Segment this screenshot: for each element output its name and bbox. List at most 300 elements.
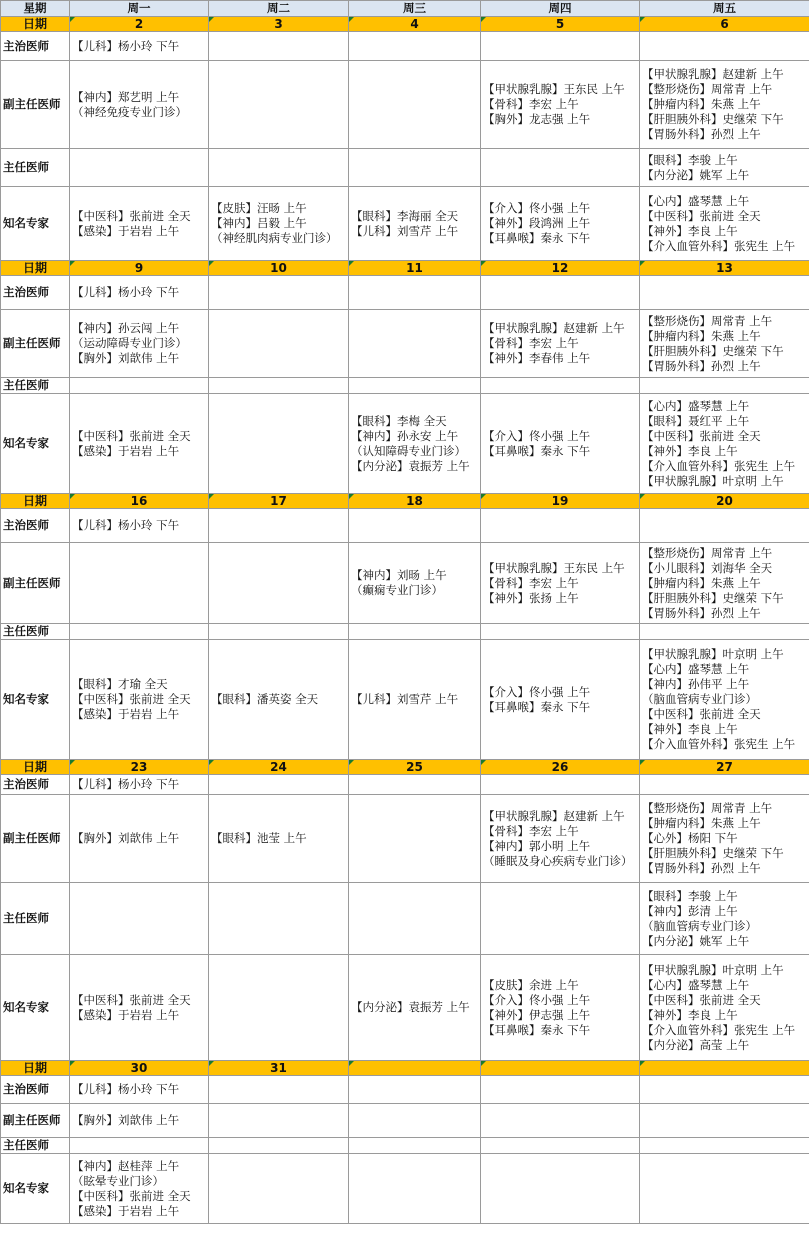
doctor-entry: 【中医科】张前进 全天 — [72, 992, 191, 1007]
schedule-cell — [481, 509, 640, 543]
doctor-entry: 【神内】彭清 上午 — [642, 903, 738, 918]
doctor-entry: 【胸外】刘歆伟 上午 — [72, 351, 180, 365]
cell-marker-icon — [481, 494, 486, 499]
table-row — [1, 378, 809, 394]
schedule-cell — [209, 276, 349, 310]
doctor-entry: 【眼科】才瑜 全天 — [72, 677, 168, 691]
schedule-cell — [70, 640, 209, 760]
doctor-entry: 【肝胆胰外科】史继荣 下午 — [642, 590, 784, 605]
doctor-entry: 【甲状腺乳腺】叶京明 上午 — [642, 962, 784, 977]
schedule-cell — [70, 1076, 209, 1104]
doctor-entry: 【眼科】李骏 上午 — [642, 152, 738, 167]
schedule-cell — [70, 883, 209, 955]
date-cell — [209, 1061, 349, 1076]
doctor-entry: 【心内】盛琴慧 上午 — [642, 662, 750, 676]
date-cell — [70, 1061, 209, 1076]
doctor-entry: 【中医科】张前进 全天 — [642, 707, 761, 721]
cell-marker-icon — [640, 17, 645, 22]
cell-marker-icon — [349, 494, 354, 499]
date-value: 19 — [551, 494, 569, 508]
schedule-cell — [481, 149, 640, 187]
row-label-renowned-expert: 知名专家 — [1, 394, 70, 494]
cell-marker-icon — [640, 1061, 645, 1066]
schedule-cell — [349, 640, 481, 760]
cell-marker-icon — [481, 17, 486, 22]
schedule-cell — [640, 1076, 809, 1104]
schedule-cell — [349, 310, 481, 378]
doctor-entry: 【儿科】杨小玲 下午 — [72, 38, 180, 53]
doctor-entry: 【胃肠外科】孙烈 上午 — [642, 127, 761, 141]
doctor-entry: 【甲状腺乳腺】王东民 上午 — [483, 560, 625, 575]
schedule-cell — [640, 61, 809, 149]
schedule-cell — [481, 1104, 640, 1138]
cell-marker-icon — [349, 760, 354, 765]
schedule-cell — [640, 883, 809, 955]
cell-marker-icon — [70, 17, 75, 22]
doctor-entry: 【肝胆胰外科】史继荣 下午 — [642, 846, 784, 860]
schedule-cell — [209, 1076, 349, 1104]
schedule-cell — [640, 640, 809, 760]
schedule-cell — [209, 32, 349, 61]
schedule-cell — [349, 378, 481, 394]
date-row-label: 日期 — [1, 760, 70, 775]
doctor-entry: 【神外】李良 上午 — [642, 722, 738, 736]
doctor-entry: 【眼科】池莹 上午 — [211, 831, 307, 845]
weekday-header-thu: 周四 — [481, 1, 640, 17]
cell-marker-icon — [209, 494, 214, 499]
doctor-entry: 【儿科】刘雪芹 上午 — [351, 223, 459, 238]
doctor-entry: 【介入血管外科】张宪生 上午 — [642, 1022, 796, 1037]
doctor-entry: 【肿瘤内科】朱燕 上午 — [642, 97, 761, 111]
schedule-cell — [349, 883, 481, 955]
table-row — [1, 310, 809, 378]
weekday-header-wed: 周三 — [349, 1, 481, 17]
schedule-cell — [70, 276, 209, 310]
table-row — [1, 61, 809, 149]
schedule-cell — [209, 509, 349, 543]
row-label-attending: 主治医师 — [1, 32, 70, 61]
date-row-label: 日期 — [1, 17, 70, 32]
schedule-cell — [481, 310, 640, 378]
schedule-cell — [70, 543, 209, 624]
cell-marker-icon — [640, 261, 645, 266]
table-row — [1, 276, 809, 310]
row-label-chief: 主任医师 — [1, 378, 70, 394]
doctor-entry: 【胸外】龙志强 上午 — [483, 112, 591, 126]
schedule-cell — [640, 1154, 809, 1224]
date-row-label: 日期 — [1, 261, 70, 276]
schedule-cell — [481, 1138, 640, 1154]
date-value: 5 — [555, 17, 565, 31]
row-label-attending: 主治医师 — [1, 775, 70, 795]
doctor-entry: 【中医科】张前进 全天 — [642, 992, 761, 1007]
doctor-entry: 【骨科】李宏 上午 — [483, 575, 579, 590]
doctor-entry: 【神内】吕毅 上午 — [211, 216, 307, 230]
schedule-cell — [349, 1104, 481, 1138]
doctor-entry: 【眼科】潘英姿 全天 — [211, 692, 319, 706]
table-row — [1, 955, 809, 1061]
schedule-cell — [481, 378, 640, 394]
doctor-entry: 【介入血管外科】张宪生 上午 — [642, 238, 796, 253]
date-value: 25 — [406, 760, 423, 774]
doctor-entry: 【肝胆胰外科】史继荣 下午 — [642, 112, 784, 126]
row-label-attending: 主治医师 — [1, 509, 70, 543]
date-cell — [349, 760, 481, 775]
schedule-cell — [209, 775, 349, 795]
date-value: 23 — [130, 760, 148, 774]
date-cell — [70, 494, 209, 509]
weekday-header-label: 星期 — [1, 1, 70, 17]
date-value: 10 — [270, 261, 287, 275]
row-label-chief: 主任医师 — [1, 883, 70, 955]
doctor-entry: 【中医科】张前进 全天 — [642, 208, 761, 223]
doctor-entry: 【心内】盛琴慧 上午 — [642, 977, 750, 992]
schedule-cell — [640, 543, 809, 624]
table-row — [1, 509, 809, 543]
date-value: 9 — [134, 261, 144, 275]
doctor-entry: 【神外】伊志强 上午 — [483, 1007, 591, 1022]
row-label-associate-chief: 副主任医师 — [1, 1104, 70, 1138]
schedule-cell — [209, 1154, 349, 1224]
schedule-cell — [349, 509, 481, 543]
schedule-cell — [70, 187, 209, 261]
date-cell — [640, 17, 809, 32]
doctor-entry: 【内分泌】袁振芳 上午 — [351, 1000, 470, 1014]
date-cell — [209, 760, 349, 775]
schedule-cell — [640, 795, 809, 883]
doctor-entry: 【胸外】刘歆伟 上午 — [72, 831, 180, 845]
date-value: 24 — [270, 760, 287, 774]
schedule-cell — [209, 795, 349, 883]
schedule-cell — [349, 276, 481, 310]
table-row — [1, 543, 809, 624]
doctor-entry: （脑血管病专业门诊） — [642, 692, 757, 706]
schedule-cell — [481, 543, 640, 624]
schedule-cell — [640, 624, 809, 640]
cell-marker-icon — [481, 261, 486, 266]
doctor-entry: 【肿瘤内科】朱燕 上午 — [642, 328, 761, 343]
date-cell — [70, 261, 209, 276]
row-label-attending: 主治医师 — [1, 1076, 70, 1104]
schedule-cell — [481, 276, 640, 310]
date-cell — [349, 17, 481, 32]
doctor-entry: 【肿瘤内科】朱燕 上午 — [642, 575, 761, 590]
doctor-entry: 【眼科】李海丽 全天 — [351, 208, 459, 223]
doctor-entry: 【神内】孙永安 上午 — [351, 428, 459, 443]
schedule-cell — [349, 955, 481, 1061]
doctor-entry: 【眼科】聂红平 上午 — [642, 413, 750, 428]
row-label-attending: 主治医师 — [1, 276, 70, 310]
cell-marker-icon — [349, 17, 354, 22]
cell-marker-icon — [70, 1061, 75, 1066]
schedule-cell — [349, 32, 481, 61]
row-label-chief: 主任医师 — [1, 624, 70, 640]
cell-marker-icon — [209, 1061, 214, 1066]
date-cell — [640, 261, 809, 276]
doctor-entry: 【神内】郭小明 上午 — [483, 838, 591, 853]
schedule-cell — [70, 1138, 209, 1154]
doctor-entry: 【神外】李良 上午 — [642, 1007, 738, 1022]
date-cell — [481, 1061, 640, 1076]
schedule-cell — [209, 61, 349, 149]
doctor-entry: 【中医科】张前进 全天 — [642, 428, 761, 443]
doctor-entry: 【中医科】张前进 全天 — [72, 208, 191, 223]
schedule-cell — [481, 1154, 640, 1224]
date-value: 2 — [134, 17, 144, 31]
date-cell — [481, 494, 640, 509]
schedule-cell — [640, 187, 809, 261]
doctor-entry: 【骨科】李宏 上午 — [483, 823, 579, 838]
row-label-associate-chief: 副主任医师 — [1, 61, 70, 149]
doctor-entry: 【耳鼻喉】秦永 下午 — [483, 1022, 591, 1037]
weekday-header-tue: 周二 — [209, 1, 349, 17]
doctor-entry: 【内分泌】袁振芳 上午 — [351, 458, 470, 473]
doctor-entry: 【神内】赵桂萍 上午 — [72, 1158, 180, 1173]
date-value: 4 — [410, 17, 419, 31]
date-cell — [209, 261, 349, 276]
doctor-entry: （神经肌肉病专业门诊） — [211, 231, 338, 245]
date-value: 11 — [406, 261, 423, 275]
schedule-cell — [70, 32, 209, 61]
schedule-cell — [70, 624, 209, 640]
cell-marker-icon — [209, 261, 214, 266]
doctor-entry: （癫痫专业门诊） — [351, 583, 443, 597]
schedule-cell — [481, 1076, 640, 1104]
schedule-cell — [209, 1104, 349, 1138]
schedule-cell — [481, 640, 640, 760]
doctor-entry: （眩晕专业门诊） — [72, 1173, 164, 1188]
cell-marker-icon — [481, 1061, 486, 1066]
doctor-entry: 【神外】张扬 上午 — [483, 590, 579, 605]
doctor-entry: 【神内】孙伟平 上午 — [642, 677, 750, 691]
table-row — [1, 32, 809, 61]
schedule-body — [1, 17, 809, 1224]
doctor-entry: 【耳鼻喉】秦永 下午 — [483, 699, 591, 714]
doctor-entry: 【感染】于岩岩 上午 — [72, 1007, 180, 1022]
doctor-entry: 【神外】李春伟 上午 — [483, 351, 591, 365]
schedule-cell — [70, 310, 209, 378]
doctor-entry: 【儿科】杨小玲 下午 — [72, 285, 180, 299]
date-value: 6 — [720, 17, 729, 31]
schedule-cell — [481, 32, 640, 61]
doctor-entry: 【介入】佟小强 上午 — [483, 684, 591, 699]
cell-marker-icon — [209, 17, 214, 22]
date-row-label: 日期 — [1, 494, 70, 509]
schedule-cell — [209, 310, 349, 378]
schedule-cell — [349, 61, 481, 149]
schedule-cell — [70, 1104, 209, 1138]
doctor-entry: 【小儿眼科】刘海华 全天 — [642, 560, 773, 575]
schedule-cell — [70, 1154, 209, 1224]
date-value: 16 — [130, 494, 148, 508]
row-label-associate-chief: 副主任医师 — [1, 543, 70, 624]
cell-marker-icon — [349, 1061, 354, 1066]
schedule-cell — [640, 32, 809, 61]
doctor-entry: 【内分泌】姚军 上午 — [642, 933, 750, 948]
doctor-entry: 【中医科】张前进 全天 — [72, 428, 191, 443]
doctor-entry: 【神外】李良 上午 — [642, 443, 738, 458]
date-value: 31 — [270, 1061, 287, 1075]
doctor-entry: 【甲状腺乳腺】赵建新 上午 — [642, 67, 784, 81]
doctor-entry: 【甲状腺乳腺】赵建新 上午 — [483, 321, 625, 335]
date-row — [1, 261, 809, 276]
doctor-entry: 【肝胆胰外科】史继荣 下午 — [642, 343, 784, 358]
schedule-cell — [349, 149, 481, 187]
date-cell — [481, 17, 640, 32]
doctor-entry: 【心外】杨阳 下午 — [642, 831, 738, 845]
date-cell — [70, 17, 209, 32]
doctor-entry: 【儿科】刘雪芹 上午 — [351, 692, 459, 706]
schedule-cell — [349, 1138, 481, 1154]
doctor-entry: 【神内】刘旸 上午 — [351, 568, 447, 582]
doctor-entry: 【胸外】刘歆伟 上午 — [72, 1113, 180, 1127]
doctor-entry: 【神内】孙云闯 上午 — [72, 321, 180, 335]
schedule-cell — [70, 955, 209, 1061]
table-row — [1, 1154, 809, 1224]
doctor-entry: 【神外】李良 上午 — [642, 223, 738, 238]
schedule-cell — [70, 795, 209, 883]
schedule-cell — [209, 378, 349, 394]
doctor-entry: 【眼科】李梅 全天 — [351, 413, 447, 428]
schedule-cell — [640, 775, 809, 795]
doctor-entry: 【心内】盛琴慧 上午 — [642, 193, 750, 208]
date-value: 3 — [274, 17, 283, 31]
doctor-entry: 【内分泌】高莹 上午 — [642, 1037, 750, 1052]
date-value: 20 — [716, 494, 733, 508]
date-value: 26 — [551, 760, 569, 774]
date-cell — [70, 760, 209, 775]
date-cell — [640, 1061, 809, 1076]
schedule-cell — [349, 187, 481, 261]
doctor-entry: 【甲状腺乳腺】叶京明 上午 — [642, 473, 784, 488]
doctor-entry: 【皮肤】余进 上午 — [483, 977, 579, 992]
row-label-renowned-expert: 知名专家 — [1, 1154, 70, 1224]
schedule-cell — [481, 624, 640, 640]
date-row — [1, 1061, 809, 1076]
doctor-entry: 【介入血管外科】张宪生 上午 — [642, 458, 796, 473]
weekday-header-row — [1, 1, 809, 17]
schedule-cell — [481, 795, 640, 883]
schedule-cell — [70, 378, 209, 394]
doctor-entry: 【感染】于岩岩 上午 — [72, 443, 180, 458]
table-row — [1, 1104, 809, 1138]
cell-marker-icon — [209, 760, 214, 765]
schedule-cell — [209, 1138, 349, 1154]
doctor-entry: 【整形烧伤】周常青 上午 — [642, 313, 773, 328]
doctor-entry: 【儿科】杨小玲 下午 — [72, 518, 180, 532]
date-row — [1, 494, 809, 509]
schedule-cell — [481, 394, 640, 494]
schedule-cell — [481, 955, 640, 1061]
schedule-cell — [209, 955, 349, 1061]
doctor-entry: 【眼科】李骏 上午 — [642, 888, 738, 903]
row-label-associate-chief: 副主任医师 — [1, 310, 70, 378]
schedule-cell — [640, 378, 809, 394]
date-value: 30 — [130, 1061, 148, 1075]
table-row — [1, 1076, 809, 1104]
doctor-entry: 【介入】佟小强 上午 — [483, 992, 591, 1007]
schedule-cell — [481, 61, 640, 149]
doctor-entry: （脑血管病专业门诊） — [642, 918, 757, 933]
schedule-cell — [349, 624, 481, 640]
schedule-cell — [209, 883, 349, 955]
table-row — [1, 640, 809, 760]
table-row — [1, 394, 809, 494]
row-label-renowned-expert: 知名专家 — [1, 955, 70, 1061]
date-cell — [640, 760, 809, 775]
table-row — [1, 795, 809, 883]
row-label-renowned-expert: 知名专家 — [1, 640, 70, 760]
schedule-cell — [209, 543, 349, 624]
doctor-entry: 【神内】郑艺明 上午 — [72, 89, 180, 104]
schedule-cell — [640, 310, 809, 378]
schedule-cell — [481, 883, 640, 955]
doctor-entry: 【儿科】杨小玲 下午 — [72, 1082, 180, 1096]
doctor-entry: 【胃肠外科】孙烈 上午 — [642, 358, 761, 373]
table-row — [1, 775, 809, 795]
doctor-entry: 【耳鼻喉】秦永 下午 — [483, 231, 591, 245]
schedule-cell — [349, 1076, 481, 1104]
schedule-cell — [209, 640, 349, 760]
date-value: 13 — [716, 261, 733, 275]
date-cell — [349, 1061, 481, 1076]
schedule-cell — [481, 187, 640, 261]
doctor-entry: 【整形烧伤】周常青 上午 — [642, 801, 773, 815]
schedule-cell — [209, 149, 349, 187]
doctor-entry: 【神外】段鸿洲 上午 — [483, 216, 591, 230]
date-cell — [349, 494, 481, 509]
doctor-entry: 【胃肠外科】孙烈 上午 — [642, 605, 761, 620]
doctor-entry: 【介入血管外科】张宪生 上午 — [642, 737, 796, 751]
doctor-entry: 【耳鼻喉】秦永 下午 — [483, 443, 591, 458]
cell-marker-icon — [640, 760, 645, 765]
doctor-entry: （神经免疫专业门诊） — [72, 104, 187, 119]
date-cell — [209, 494, 349, 509]
schedule-cell — [209, 624, 349, 640]
date-cell — [481, 261, 640, 276]
schedule-cell — [209, 187, 349, 261]
doctor-entry: 【甲状腺乳腺】王东民 上午 — [483, 82, 625, 96]
doctor-entry: 【心内】盛琴慧 上午 — [642, 398, 750, 413]
date-cell — [349, 261, 481, 276]
doctor-entry: 【感染】于岩岩 上午 — [72, 1203, 180, 1218]
date-row — [1, 17, 809, 32]
doctor-entry: 【整形烧伤】周常青 上午 — [642, 545, 773, 560]
doctor-entry: 【儿科】杨小玲 下午 — [72, 777, 180, 791]
schedule-cell — [640, 394, 809, 494]
doctor-entry: 【介入】佟小强 上午 — [483, 428, 591, 443]
cell-marker-icon — [349, 261, 354, 266]
schedule-cell — [209, 394, 349, 494]
doctor-entry: 【中医科】张前进 全天 — [72, 1188, 191, 1203]
weekday-header-mon: 周一 — [70, 1, 209, 17]
doctor-entry: 【甲状腺乳腺】叶京明 上午 — [642, 647, 784, 661]
date-cell — [640, 494, 809, 509]
schedule-cell — [70, 394, 209, 494]
table-row — [1, 624, 809, 640]
doctor-entry: 【骨科】李宏 上午 — [483, 336, 579, 350]
doctor-entry: 【中医科】张前进 全天 — [72, 692, 191, 706]
schedule-cell — [349, 394, 481, 494]
doctor-entry: （认知障碍专业门诊） — [351, 443, 466, 458]
schedule-cell — [349, 795, 481, 883]
schedule-cell — [70, 149, 209, 187]
schedule-cell — [70, 61, 209, 149]
schedule-cell — [70, 775, 209, 795]
doctor-entry: 【整形烧伤】周常青 上午 — [642, 82, 773, 96]
cell-marker-icon — [640, 494, 645, 499]
cell-marker-icon — [70, 261, 75, 266]
